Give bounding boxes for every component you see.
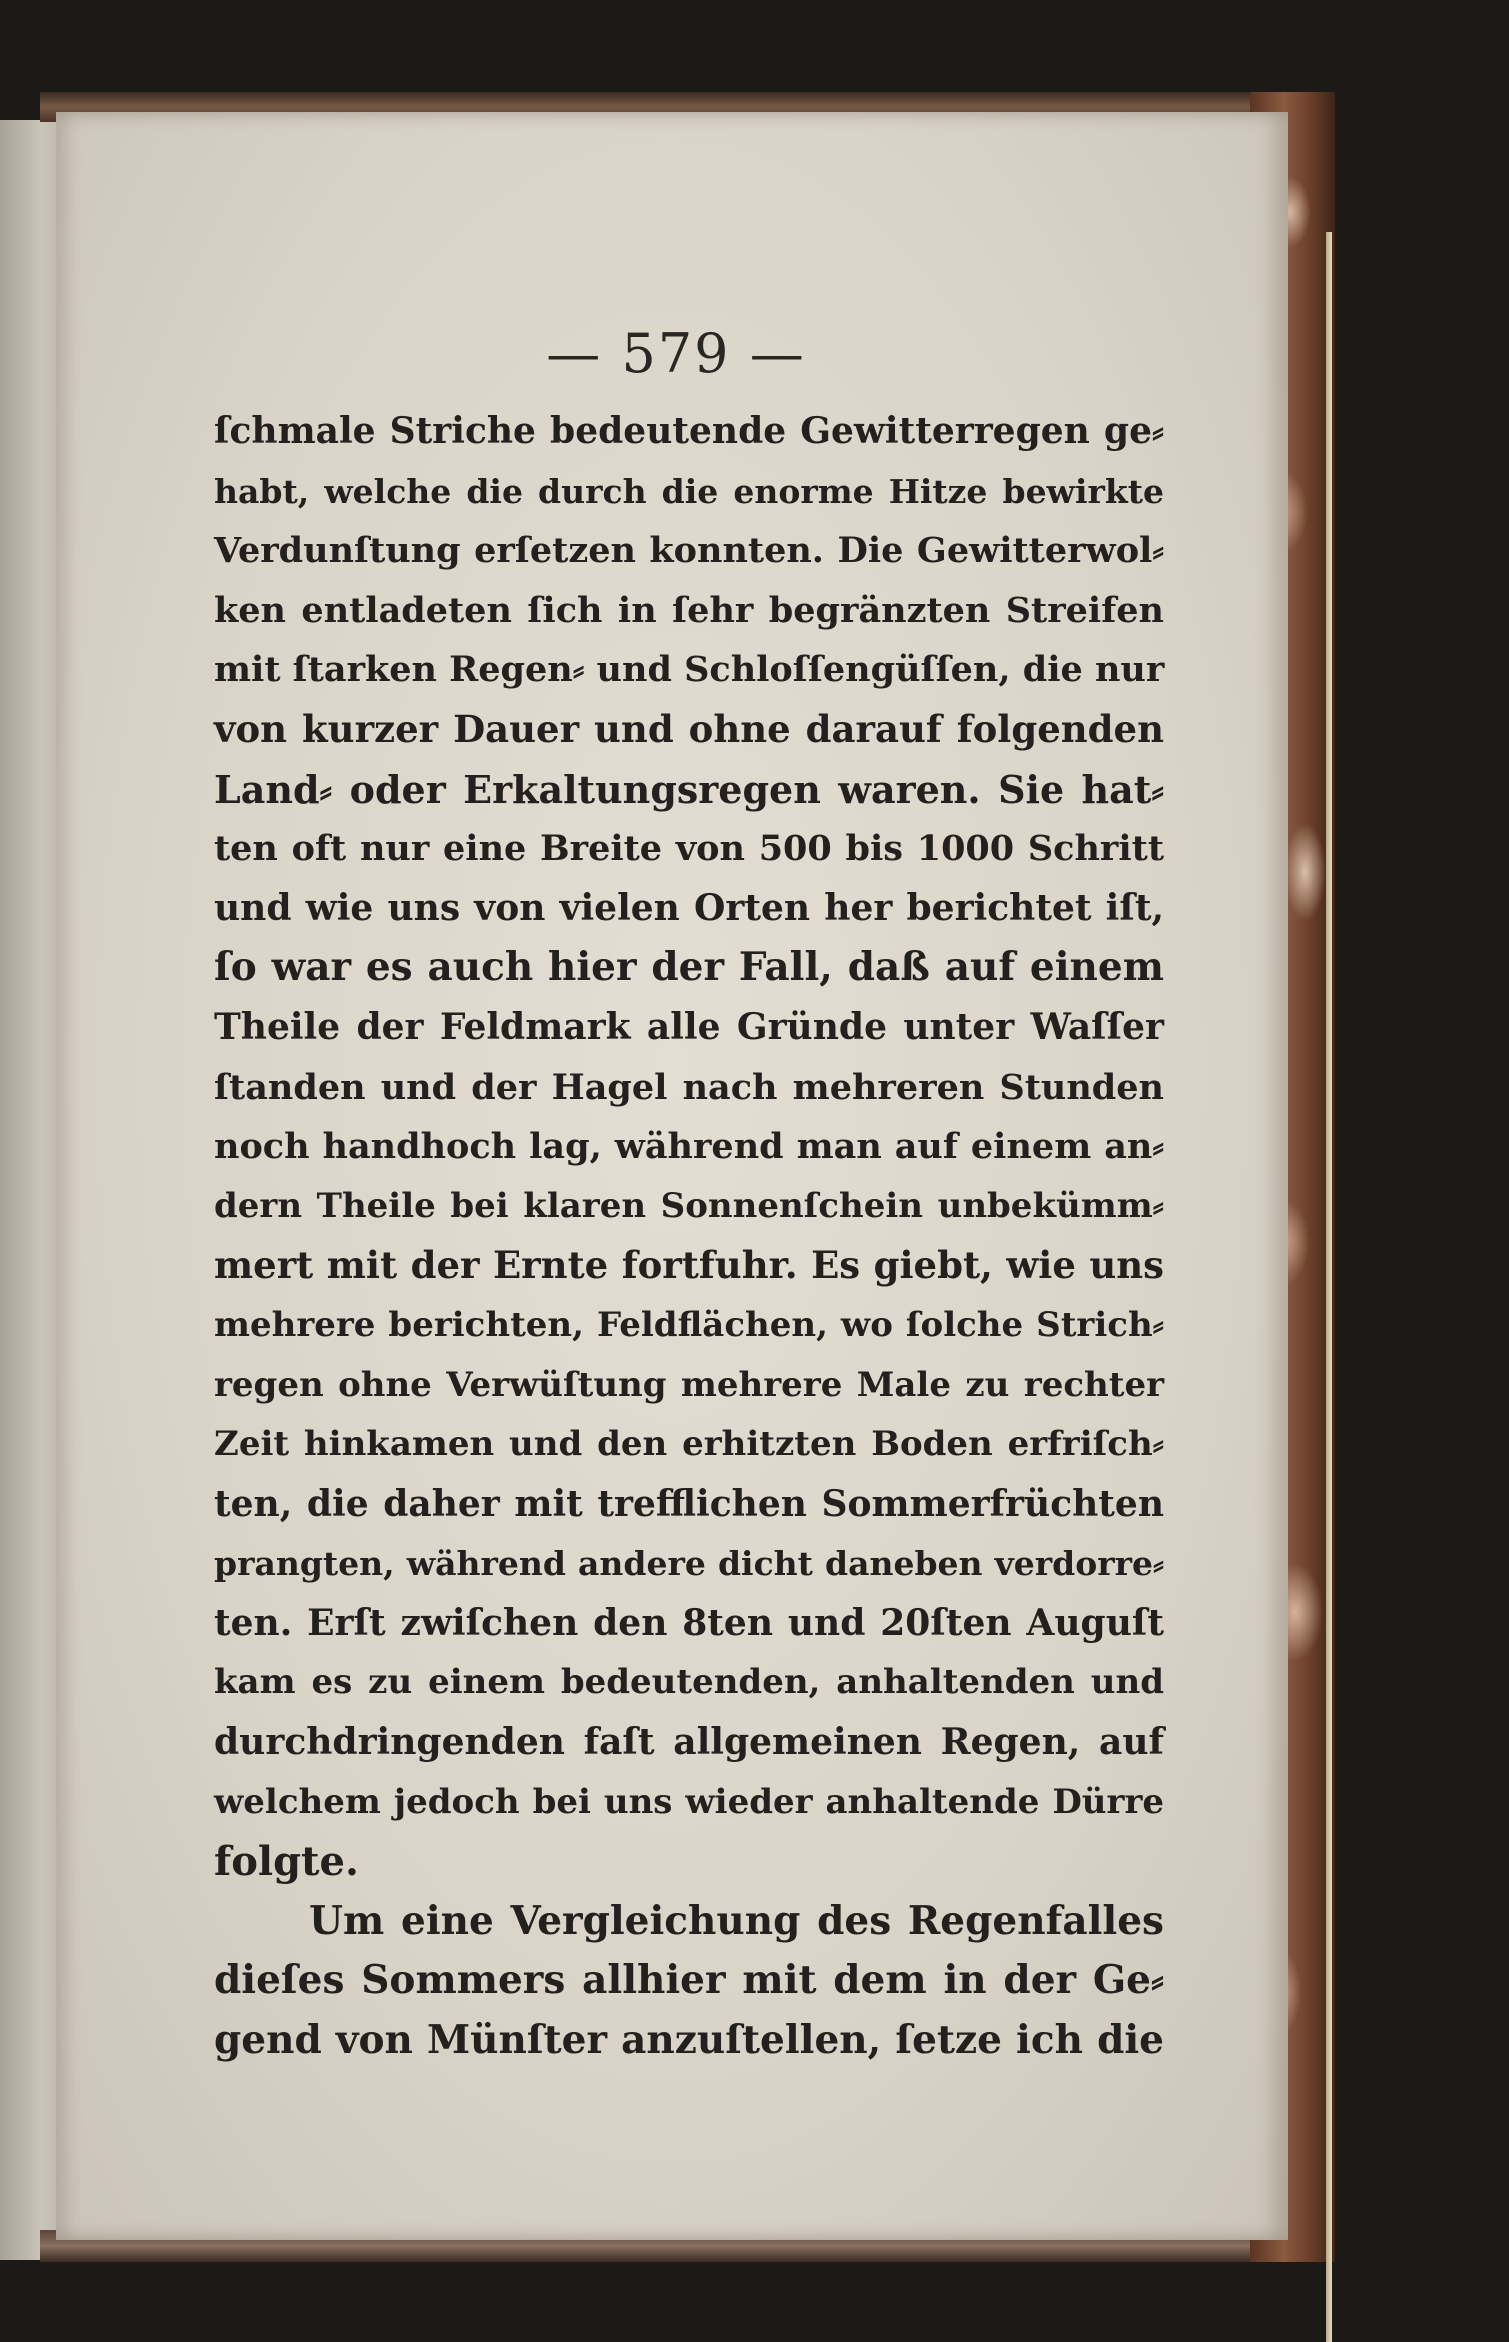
text-line: mert mit der Ernte fortfuhr. Es giebt, wie uns bbox=[214, 1243, 1164, 1288]
text-line: dieſes Sommers allhier mit dem in der Ge⸗ bbox=[214, 1957, 1164, 2004]
text-line: ſtanden und der Hagel nach mehreren Stunden bbox=[214, 1066, 1164, 1108]
text-line: Zeit hinkamen und den erhitzten Boden erfriſch⸗ bbox=[214, 1424, 1164, 1465]
text-line: kam es zu einem bedeutenden, anhaltenden und bbox=[214, 1662, 1164, 1703]
text-line: noch handhoch lag, während man auf einem an⸗ bbox=[214, 1126, 1164, 1168]
text-line: und wie uns von vielen Orten her berichtet iſt, bbox=[214, 886, 1164, 929]
text-line: folgte. bbox=[214, 1838, 359, 1886]
text-line: Theile der Feldmark alle Gründe unter Waſſer bbox=[214, 1005, 1164, 1048]
text-line: Um eine Vergleichung des Regenfalles bbox=[309, 1897, 1164, 1944]
page-edge-highlight bbox=[1326, 232, 1332, 2342]
text-line: ſo war es auch hier der Fall, daß auf einem bbox=[214, 944, 1164, 991]
text-line: ken entladeten ſich in ſehr begränzten Streifen bbox=[214, 589, 1164, 631]
page-number: — 579 — bbox=[546, 322, 806, 385]
text-line: ten. Erſt zwiſchen den 8ten und 20ſten Auguſt bbox=[214, 1601, 1164, 1644]
text-line: mehrere berichten, Feldflächen, wo ſolche Strich⸗ bbox=[214, 1304, 1164, 1345]
text-line: dern Theile bei klaren Sonnenſchein unbekümm⸗ bbox=[214, 1185, 1164, 1226]
text-line: habt, welche die durch die enorme Hitze bewirkte bbox=[214, 471, 1164, 511]
body-text bbox=[214, 402, 1164, 2071]
text-line: ſchmale Striche bedeutende Gewitterregen ge⸗ bbox=[214, 410, 1164, 452]
text-line: durchdringenden faſt allgemeinen Regen, auf bbox=[214, 1721, 1164, 1764]
text-line: von kurzer Dauer und ohne darauf folgenden bbox=[214, 706, 1164, 751]
text-line: mit ſtarken Regen⸗ und Schloſſengüſſen, die nur bbox=[214, 649, 1165, 691]
text-line: regen ohne Verwüſtung mehrere Male zu rechter bbox=[214, 1364, 1164, 1405]
text-line: ten, die daher mit trefflichen Sommerfrüchten bbox=[214, 1482, 1164, 1525]
text-line: Verdunſtung erſetzen konnten. Die Gewitterwol⸗ bbox=[214, 530, 1164, 572]
text-line: gend von Münſter anzuſtellen, ſetze ich die bbox=[214, 2017, 1164, 2064]
text-line: Land⸗ oder Erkaltungsregen waren. Sie hat⸗ bbox=[214, 766, 1164, 812]
text-line: ten oft nur eine Breite von 500 bis 1000 Schritt bbox=[214, 828, 1164, 870]
text-line: prangten, während andere dicht daneben verdorre⸗ bbox=[214, 1544, 1164, 1584]
book-page bbox=[56, 112, 1288, 2240]
text-line: welchem jedoch bei uns wieder anhaltende Dürre bbox=[214, 1781, 1164, 1822]
